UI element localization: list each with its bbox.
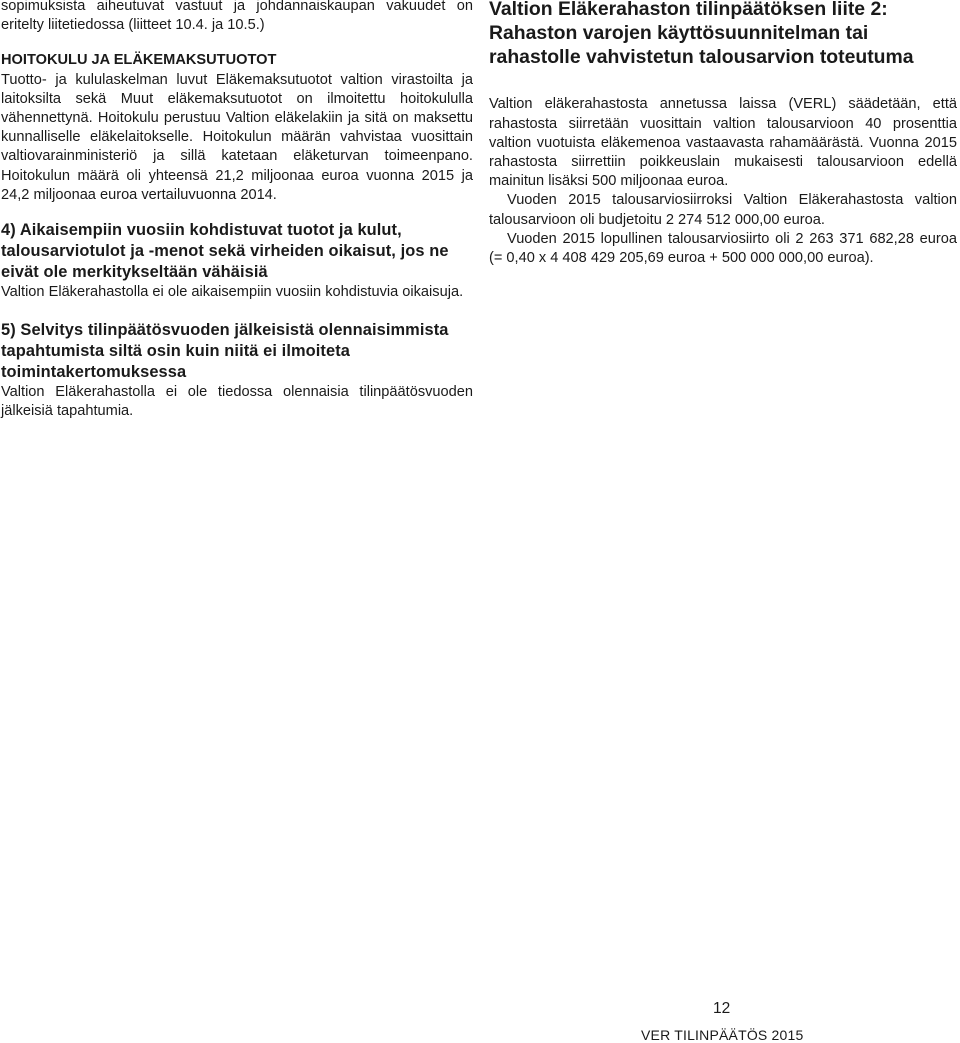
page-number: 12	[713, 1000, 731, 1017]
section-4-heading: 4) Aikaisempiin vuosiin kohdistuvat tuotot ja kulut, talousarviotulot ja -menot sekä virheiden oikaisut, jos ne eivät ole merkitykseltään vähäisiä	[1, 221, 449, 282]
appendix-2-paragraph-3: Vuoden 2015 lopullinen talousarviosiirto oli 2 263 371 682,28 euroa (= 0,40 x 4 408 429 205,69 euroa + 500 000 000,00 euroa).	[489, 230, 957, 267]
appendix-2-heading: Valtion Eläkerahaston tilinpäätöksen liite 2: Rahaston varojen käyttösuunnitelman tai rahastolle vahvistetun talousarvion toteutuma	[489, 0, 914, 68]
intro-paragraph: sopimuksista aiheutuvat vastuut ja johdannaiskaupan vakuudet on eritelty liitetiedossa (liitteet 10.4. ja 10.5.)	[1, 0, 473, 34]
footer-report-title: VER TILINPÄÄTÖS 2015	[641, 1027, 804, 1043]
section-5-heading: 5) Selvitys tilinpäätösvuoden jälkeisistä olennaisimmista tapahtumista siltä osin kuin niitä ei ilmoiteta toimintakertomuksessa	[1, 321, 449, 382]
right-column	[489, 0, 957, 268]
appendix-2-paragraph-2: Vuoden 2015 talousarviosiirroksi Valtion Eläkerahastosta valtion talousarvioon oli budjetoitu 2 274 512 000,00 euroa.	[489, 192, 957, 228]
left-column	[1, 0, 473, 422]
section-5-paragraph: Valtion Eläkerahastolla ei ole tiedossa olennaisia tilinpäätösvuoden jälkeisiä tapahtumia.	[1, 384, 473, 420]
appendix-2-paragraph-1: Valtion eläkerahastosta annetussa laissa (VERL) säädetään, että rahastosta siirretään vuosittain valtion talousarvioon 40 prosenttia valtion vuotuista eläkemenoa vastaavasta rahamäärästä. Vuonna 2015 rahastosta siirrettiin poikkeuslain mukaisesti talousarvioon edellä mainitun lisäksi 500 miljoonaa euroa.	[489, 96, 957, 190]
hoitokulu-heading: HOITOKULU JA ELÄKEMAKSUTUOTOT	[1, 52, 277, 69]
section-4-paragraph: Valtion Eläkerahastolla ei ole aikaisempiin vuosiin kohdistuvia oikaisuja.	[1, 284, 464, 301]
hoitokulu-paragraph: Tuotto- ja kululaskelman luvut Eläkemaksutuotot valtion virastoilta ja laitoksilta sekä Muut eläkemaksutuotot on ilmoitettu hoitokululla vähennettynä. Hoitokulu perustuu Valtion eläkelakiin ja sitä on maksettu kunnalliselle eläkelaitokselle. Hoitokulun määrän vahvistaa vuosittain valtiovarainministeriö ja sillä katetaan eläketurvan toimeenpano. Hoitokulun määrä oli yhteensä 21,2 miljoonaa euroa vuonna 2015 ja 24,2 miljoonaa euroa vertailuvuonna 2014.	[1, 71, 473, 203]
